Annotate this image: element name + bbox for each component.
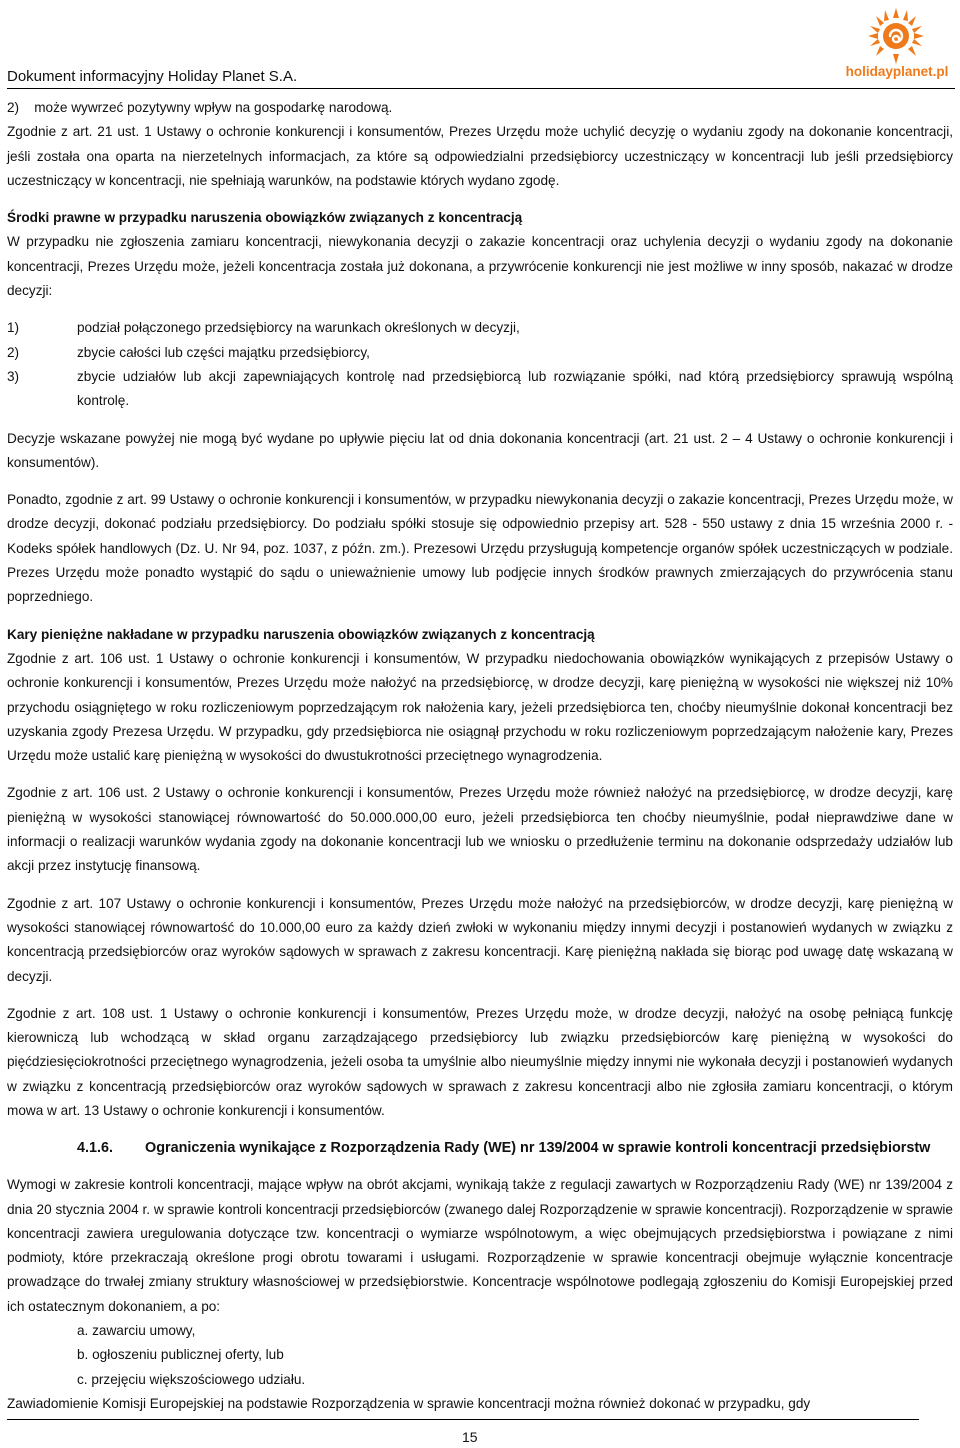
section-heading: Środki prawne w przypadku naruszenia obowiązków związanych z koncentracją: [7, 210, 523, 226]
document-body: [7, 96, 953, 1416]
header-divider: [7, 88, 955, 89]
list-item: [7, 316, 953, 340]
paragraph: Zgodnie z art. 107 Ustawy o ochronie konkurencji i konsumentów, Prezes Urzędu może nałożyć na przedsiębiorców, w drodze decyzji, karę pieniężną w wysokości stanowiącej równowartość do 10.000,00 euro za każdy dzień zwłoki w wykonaniu między innymi decyzji i postanowień wydanych w związku z koncentracją przedsiębiorców oraz wyroków sądowych w sprawach z zakresu koncentracji. Karę pieniężną nakłada się biorąc pod uwagę datę wskazaną w decyzji.: [7, 895, 953, 984]
list-item: a. zawarciu umowy,: [77, 1323, 196, 1339]
paragraph: Ponadto, zgodnie z art. 99 Ustawy o ochronie konkurencji i konsumentów, w przypadku niewykonania decyzji o zakazie koncentracji, Prezes Urzędu może, w drodze decyzji, dokonać podziału przedsiębiorcy. Do podziału spółki stosuje się odpowiednio przepisy art. 528 - 550 ustawy z dnia 15 września 2000 r. - Kodeks spółek handlowych (Dz. U. Nr 94, poz. 1037, z późn. zm.). Prezesowi Urzędu przysługują kompetencje organów spółek uczestniczących w podziale. Prezes Urzędu może ponadto wystąpić do sądu o unieważnienie umowy lub podjęcie innych środków prawnych zmierzających do przywrócenia stanu poprzedniego.: [7, 492, 953, 605]
subsection-title: Ograniczenia wynikające z Rozporządzenia Rady (WE) nr 139/2004 w sprawie kontroli koncentracji przedsiębiorstw: [145, 1140, 931, 1157]
paragraph: Zgodnie z art. 106 ust. 1 Ustawy o ochronie konkurencji i konsumentów, W przypadku niedochowania obowiązków wynikających z przepisów Ustawy o ochronie konkurencji i konsumentów, Prezes Urzędu może nałożyć na przedsiębiorcę, w drodze decyzji, karę pieniężną w wysokości nie większej niż 10% przychodu osiągniętego w roku rozliczeniowym poprzedzającym rok nałożenia kary, jeżeli przedsiębiorca ten, choćby nieumyślnie dokonał koncentracji bez uzyskania zgody Prezesa Urzędu. W przypadku, gdy przedsiębiorca nie osiągnął przychodu w roku rozliczeniowym poprzedzającym nałożenie kary, Prezes Urzędu może ustalić karę pieniężną w wysokości do dwustukrotności przeciętnego wynagrodzenia.: [7, 650, 953, 764]
list-number: 1): [7, 320, 20, 336]
numbered-list: [7, 316, 953, 413]
list-text: zbycie udziałów lub akcji zapewniających kontrolę nad przedsiębiorcą lub rozwiązanie spółki, nad którą przedsiębiorcy sprawują wspólną kontrolę.: [77, 368, 953, 409]
section-heading: Kary pieniężne nakładane w przypadku naruszenia obowiązków związanych z koncentracją: [7, 626, 595, 642]
intro-list-item: 2) może wywrzeć pozytywny wpływ na gospodarkę narodową.: [7, 100, 393, 115]
document-title: Dokument informacyjny Holiday Planet S.A.: [7, 68, 298, 85]
paragraph: Decyzje wskazane powyżej nie mogą być wydane po upływie pięciu lat od dnia dokonania koncentracji (art. 21 ust. 2 – 4 Ustawy o ochronie konkurencji i konsumentów).: [7, 430, 953, 470]
list-text: podział połączonego przedsiębiorcy na warunkach określonych w decyzji,: [77, 320, 520, 336]
paragraph: Zgodnie z art. 108 ust. 1 Ustawy o ochronie konkurencji i konsumentów, Prezes Urzędu może, w drodze decyzji, nałożyć na osobę pełniącą funkcję kierowniczą lub wchodzącą w skład organu zarządzającego przedsiębiorcy lub związku przedsiębiorców karę pieniężną w wysokości do pięćdziesięciokrotności przeciętnego wynagrodzenia, jeżeli osoba ta umyślnie albo nieumyślnie między innymi nie wykonała decyzji i postanowień wydanych w związku z koncentracją przedsiębiorców oraz wyroków sądowych w sprawach z zakresu koncentracji albo nie zgłosiła zamiaru koncentracji, o którym mowa w art. 13 Ustawy o ochronie konkurencji i konsumentów.: [7, 1005, 953, 1118]
page-number: 15: [462, 1429, 478, 1445]
footer-divider: [7, 1419, 919, 1420]
list-item: b. ogłoszeniu publicznej oferty, lub: [77, 1347, 284, 1363]
paragraph: W przypadku nie zgłoszenia zamiaru koncentracji, niewykonania decyzji o zakazie koncentracji oraz uchylenia decyzji o wydaniu zgody na dokonanie koncentracji, Prezes Urzędu może, jeżeli koncentracja została już dokonana, a przywrócenie konkurencji nie jest możliwe w inny sposób, nakazać w drodze decyzji:: [7, 234, 953, 299]
subsection-number: 4.1.6.: [77, 1140, 114, 1157]
list-item: [7, 365, 953, 414]
paragraph: Zgodnie z art. 21 ust. 1 Ustawy o ochronie konkurencji i konsumentów, Prezes Urzędu może uchylić decyzję o wydaniu zgody na dokonanie koncentracji, jeśli została ona oparta na nierzetelnych informacjach, za które są odpowiedzialni przedsiębiorcy uczestniczący w koncentracji lub jeśli przedsiębiorcy uczestniczący w koncentracji, nie spełniają warunków, na podstawie których wydano zgodę.: [7, 124, 953, 188]
list-number: 2): [7, 344, 20, 360]
subsection-heading: [7, 1137, 953, 1160]
paragraph: Zgodnie z art. 106 ust. 2 Ustawy o ochronie konkurencji i konsumentów, Prezes Urzędu może również nałożyć na przedsiębiorcę, w drodze decyzji, karę pieniężną w wysokości stanowiącej równowartość do 50.000.000,00 euro, jeżeli przedsiębiorca ten choćby nieumyślnie, podał nieprawdziwe dane w informacji o realizacji warunków wydania zgody na dokonanie koncentracji lub we wniosku o przedłużenie terminu na dokonanie odsprzedaży udziałów lub akcji przez instytucję finansową.: [7, 785, 953, 874]
paragraph: Zawiadomienie Komisji Europejskiej na podstawie Rozporządzenia w sprawie koncentracji można również dokonać w przypadku, gdy: [7, 1395, 811, 1411]
sun-spiral-icon: [858, 6, 934, 64]
list-item: c. przejęciu większościowego udziału.: [77, 1371, 306, 1387]
lettered-list: [7, 1319, 953, 1392]
paragraph: Wymogi w zakresie kontroli koncentracji, mające wpływ na obrót akcjami, wynikają także z regulacji zawartych w Rozporządzeniu Rady (WE) nr 139/2004 z dnia 20 stycznia 2004 r. w sprawie kontroli koncentracji przedsiębiorców (zwanego dalej Rozporządzenie w sprawie koncentracji). Rozporządzenie w sprawie koncentracji zawiera uregulowania dotyczące tzw. koncentracji o wymiarze wspólnotowym, a więc obejmujących przedsiębiorstwa i powiązane z nimi podmioty, które przekraczają określone progi obrotu towarami i usługami. Rozporządzenie w sprawie koncentracji obejmuje wyłącznie koncentracje prowadzące do trwałej zmiany struktury własnościowej w przedsiębiorstwie. Koncentracje wspólnotowe podlegają zgłoszeniu do Komisji Europejskiej przed ich ostatecznym dokonaniem, a po:: [7, 1177, 953, 1314]
holidayplanet-logo: [836, 6, 956, 82]
logo-text: holidayplanet.pl: [845, 64, 949, 79]
list-text: zbycie całości lub części majątku przedsiębiorcy,: [77, 344, 370, 360]
list-item: [7, 341, 953, 365]
list-number: 3): [7, 368, 20, 384]
